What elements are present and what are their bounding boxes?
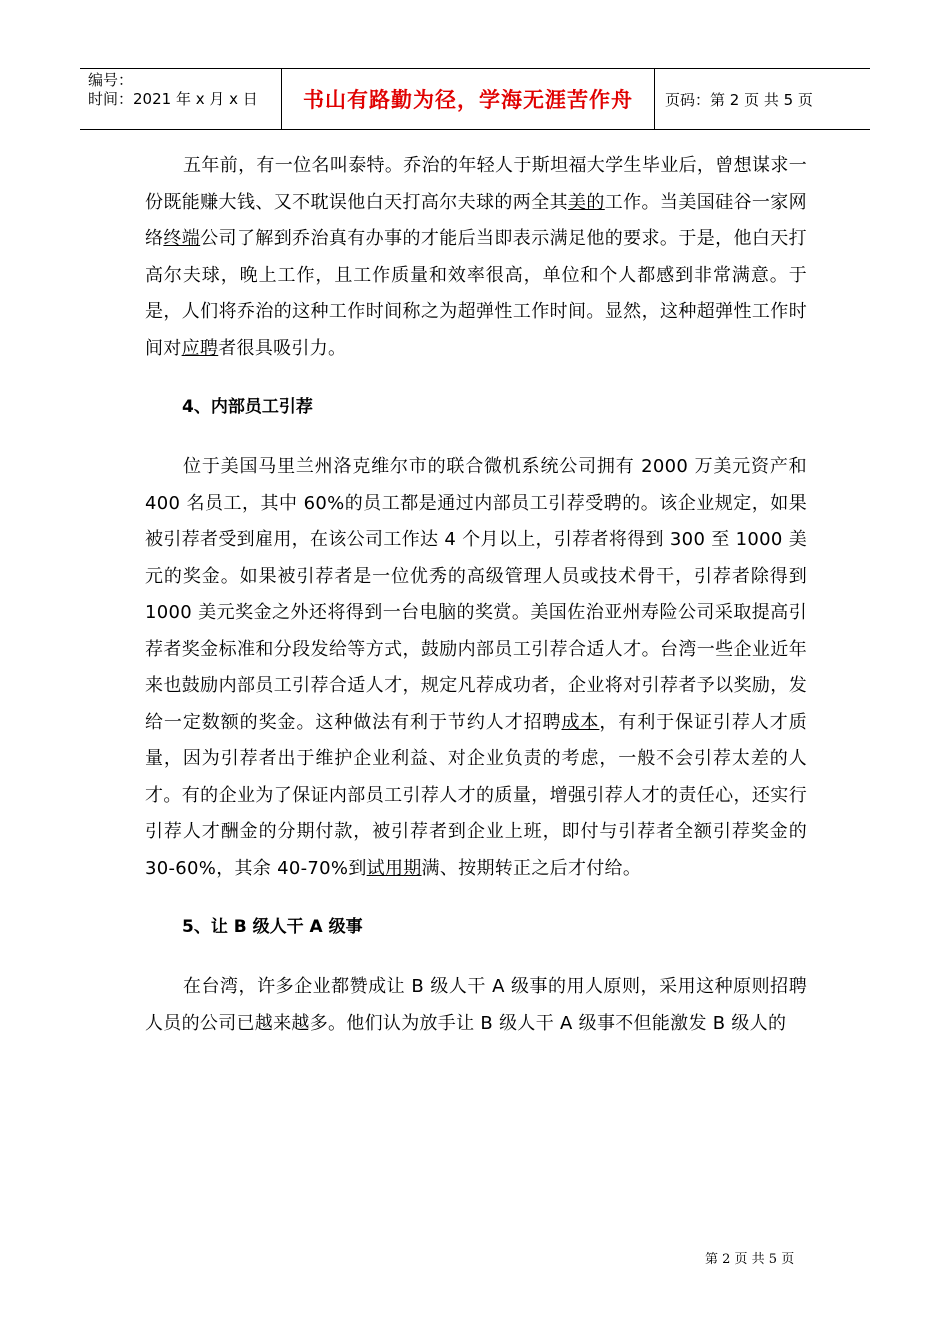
page-footer: 第 2 页 共 5 页 <box>705 1252 795 1267</box>
document-body <box>145 148 807 1042</box>
paragraph-2 <box>145 449 807 887</box>
section-heading-5: 5、让 B 级人干 A 级事 <box>182 917 363 937</box>
link-text[interactable]: 美的 <box>567 191 605 213</box>
link-text[interactable]: 成本 <box>561 711 600 733</box>
link-text[interactable]: 试用期 <box>366 857 422 879</box>
text-run: 者很具吸引力。 <box>218 337 347 359</box>
link-text[interactable]: 终端 <box>163 228 201 249</box>
text-run: 五年前，有一位名叫泰特。乔治的年轻人于斯坦福大学生毕业后，曾想谋求一份既能赚大钱、又不耽误他白天打高尔夫球的两全其 <box>145 155 807 213</box>
section-heading-4: 4、内部员工引荐 <box>182 397 313 417</box>
header-motto: 书山有路勤为径，学海无涯苦作舟 <box>282 69 655 129</box>
paragraph-1 <box>145 148 807 367</box>
header-meta <box>80 69 282 129</box>
text-run: ，有利于保证引荐人才质量，因为引荐者出于维护企业利益、对企业负责的考虑，一般不会引荐太差的人才。有的企业为了保证内部员工引荐人才的质量，增强引荐人才的责任心，还实行引荐人才酬金的分期付款，被引荐者到企业上班，即付与引荐者全额引荐奖金的 30-60%，其余 40-70%到 <box>145 711 807 879</box>
page-header <box>80 68 870 130</box>
text-run: 位于美国马里兰州洛克维尔市的联合微机系统公司拥有 2000 万美元资产和 400 名员工，其中 60%的员工都是通过内部员工引荐受聘的。该企业规定，如果被引荐者受到雇用，在该公司工作达 4 个月以上，引荐者将得到 300 至 1000 美元的奖金。如果被引荐者是一位优秀的高级管理人员或技术骨干，引荐者除得到 1000 美元奖金之外还将得到一台电脑的奖赏。美国佐治亚州寿险公司采取提高引荐者奖金标准和分段发给等方式，鼓励内部员工引荐合适人才。台湾一些企业近年来也鼓励内部员工引荐合适人才，规定凡荐成功者，企业将对引荐者予以奖励，发给一定数额的奖金。这种做法有利于节约人才招聘 <box>145 456 807 733</box>
text-run: 满、按期转正之后才付给。 <box>421 857 642 879</box>
text-run: 工作。当美国硅谷一家网络 <box>145 191 807 249</box>
link-text[interactable]: 应聘 <box>181 337 219 359</box>
header-page-info: 页码：第 2 页 共 5 页 <box>665 90 813 109</box>
number-label: 编号： <box>88 71 134 89</box>
date-label: 时间：2021 年 x 月 x 日 <box>88 90 258 108</box>
paragraph-3: 在台湾，许多企业都赞成让 B 级人干 A 级事的用人原则，采用这种原则招聘人员的公司已越来越多。他们认为放手让 B 级人干 A 级事不但能激发 B 级人的 <box>145 976 807 1034</box>
text-run: 公司了解到乔治真有办事的才能后当即表示满足他的要求。于是，他白天打高尔夫球，晚上工作，且工作质量和效率很高，单位和个人都感到非常满意。于是，人们将乔治的这种工作时间称之为超弹性工作时间。显然，这种超弹性工作时间对 <box>145 228 807 359</box>
